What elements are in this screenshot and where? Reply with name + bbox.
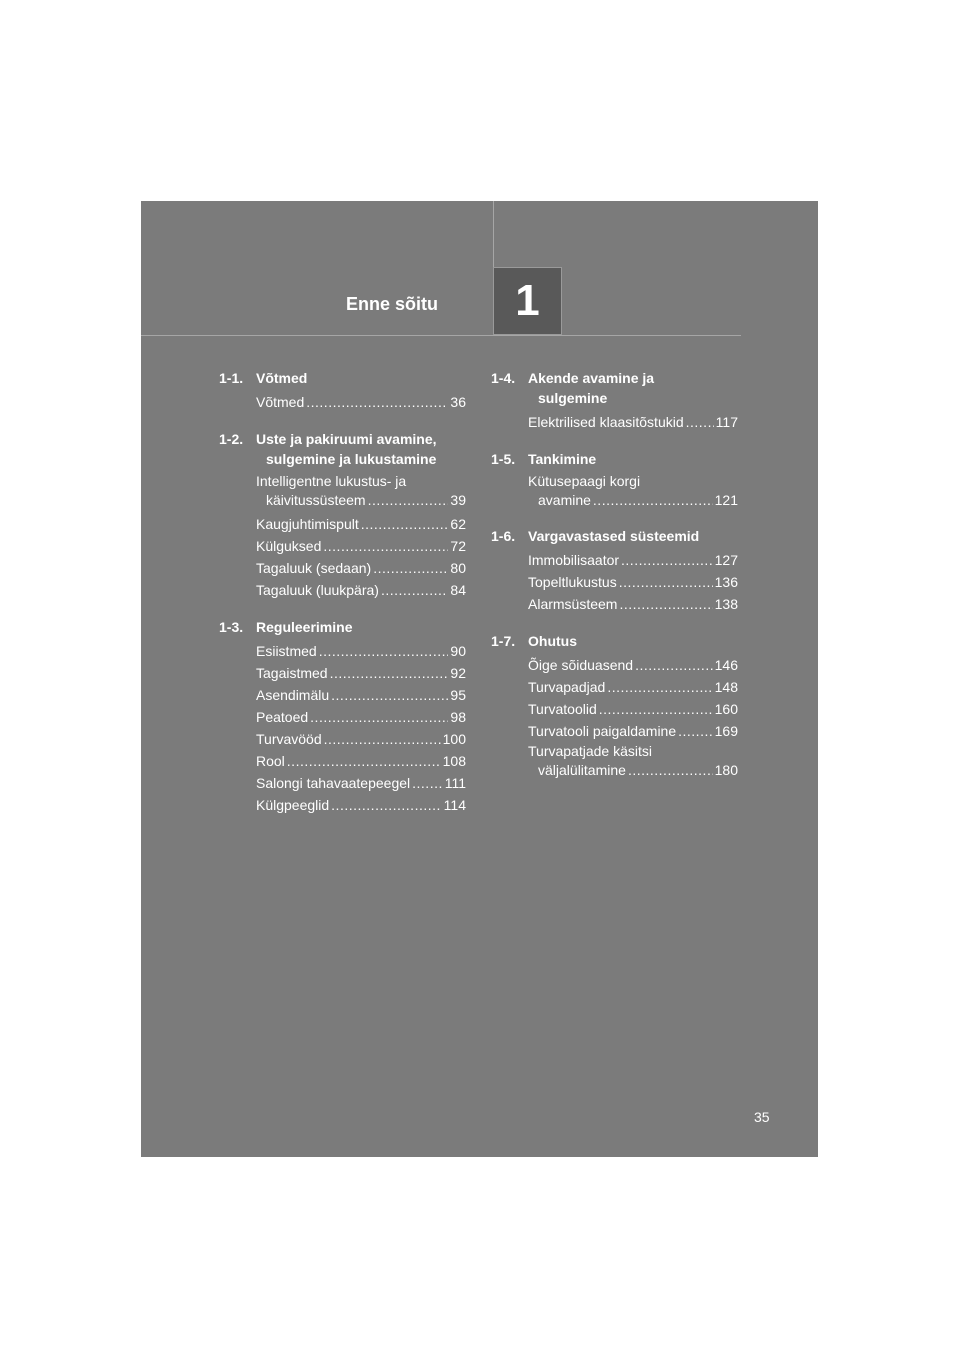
entry-page: 62 [450,516,466,532]
entry-row [528,571,738,593]
toc-section [219,617,466,816]
leader-dots [324,728,441,750]
toc-section [219,368,466,413]
toc-entry[interactable] [528,411,738,433]
entry-row [528,491,738,510]
toc-entry[interactable] [528,571,738,593]
entry-row [256,750,466,772]
toc-entry[interactable] [528,742,738,780]
entry-label: Turvapadjad [528,679,606,695]
entry-label: Turvavööd [256,731,322,747]
leader-dots [619,571,713,593]
leader-dots [381,579,448,601]
leader-dots [330,662,449,684]
toc-entry[interactable] [256,535,466,557]
section-title [528,368,738,408]
entry-row [256,728,466,750]
entry-label: Alarmsüsteem [528,596,618,612]
section-entries [491,549,738,615]
toc-entry[interactable] [256,472,466,510]
leader-dots [607,676,712,698]
section-heading[interactable] [491,631,738,651]
chapter-number: 1 [515,276,540,325]
entry-page: 148 [714,679,738,695]
section-number: 1-2. [219,431,244,447]
toc-entry[interactable] [256,640,466,662]
entry-label: Esiistmed [256,643,317,659]
entry-row [256,640,466,662]
toc-entry[interactable] [528,593,738,615]
toc-entry[interactable] [256,772,466,794]
section-entries [219,472,466,601]
section-title [528,631,738,651]
entry-page: 84 [450,582,466,598]
entry-page: 100 [442,731,466,747]
toc-left-column [219,368,466,832]
section-entries [491,472,738,510]
entry-row [256,513,466,535]
entry-row [528,654,738,676]
manual-page [141,201,818,1157]
header-rule [141,335,741,336]
leader-dots [319,640,449,662]
section-title-line: Uste ja pakiruumi avamine, [256,431,437,447]
entry-row [528,593,738,615]
entry-row [256,684,466,706]
leader-dots [287,750,441,772]
section-title [256,368,466,388]
leader-dots [331,794,442,816]
entry-label: Tagaluuk (sedaan) [256,560,372,576]
chapter-number-box [493,267,562,335]
entry-label: Õige sõiduasend [528,657,634,673]
section-title-line: sulgemine [538,390,608,406]
toc-entry[interactable] [256,794,466,816]
entry-page: 180 [714,762,738,778]
section-title-line: Võtmed [256,370,308,386]
entry-label: Immobilisaator [528,552,620,568]
section-title-line: Reguleerimine [256,619,353,635]
entry-row [528,549,738,571]
entry-page: 90 [450,643,466,659]
entry-row [256,579,466,601]
leader-dots [686,411,714,433]
section-entries [491,654,738,780]
entry-label: Topeltlukustus [528,574,617,590]
section-title-line: Vargavastased süsteemid [528,528,700,544]
entry-page: 138 [714,596,738,612]
leader-dots [628,761,713,780]
page-number: 35 [754,1109,770,1125]
leader-dots [306,391,448,413]
section-heading[interactable] [219,368,466,388]
toc-entry[interactable] [256,391,466,413]
entry-row [256,535,466,557]
toc-section [491,368,738,433]
entry-row [256,772,466,794]
entry-label: Tagaluuk (luukpära) [256,582,379,598]
section-heading[interactable] [491,368,738,408]
entry-label: Peatoed [256,709,309,725]
entry-row [256,662,466,684]
entry-page: 108 [442,753,466,769]
toc-entry[interactable] [528,472,738,510]
entry-row [256,706,466,728]
toc-entry[interactable] [256,750,466,772]
entry-row [528,720,738,742]
toc-right-column [491,368,738,796]
section-title-line: sulgemine ja lukustamine [266,451,437,467]
entry-row [256,794,466,816]
entry-label: Elektrilised klaasitõstukid [528,414,684,430]
entry-label: käivitussüsteem [266,492,366,508]
entry-label: Rool [256,753,285,769]
entry-label: Asendimälu [256,687,330,703]
section-title-line: Akende avamine ja [528,370,655,386]
toc-entry[interactable] [256,557,466,579]
entry-page: 114 [443,797,466,813]
entry-row [256,391,466,413]
leader-dots [678,720,713,742]
section-number: 1-3. [219,619,244,635]
section-number: 1-6. [491,528,516,544]
entry-page: 117 [715,414,738,430]
toc-entry[interactable] [528,720,738,742]
toc-entry[interactable] [528,549,738,571]
entry-row [256,491,466,510]
toc-entry[interactable] [256,579,466,601]
toc-entry[interactable] [256,706,466,728]
entry-label: Salongi tahavaatepeegel [256,775,411,791]
section-title [256,429,466,469]
entry-page: 169 [714,723,738,739]
leader-dots [310,706,448,728]
entry-label: Kütusepaagi korgi [528,473,641,489]
entry-page: 111 [444,775,466,791]
entry-row [528,411,738,433]
toc-entry[interactable] [256,684,466,706]
entry-page: 127 [714,552,738,568]
entry-row [528,698,738,720]
section-number: 1-5. [491,451,516,467]
section-number: 1-7. [491,633,516,649]
leader-dots [331,684,448,706]
section-heading[interactable] [219,617,466,637]
toc-entry[interactable] [256,728,466,750]
leader-dots [323,535,448,557]
entry-page: 160 [714,701,738,717]
entry-page: 146 [714,657,738,673]
entry-label: Võtmed [256,394,305,410]
toc-section [491,449,738,510]
section-title-line: Ohutus [528,633,577,649]
section-heading[interactable] [491,449,738,469]
entry-label: Kaugjuhtimispult [256,516,359,532]
entry-label: väljalülitamine [538,762,626,778]
toc-section [219,429,466,601]
entry-page: 121 [714,492,738,508]
entry-row [528,761,738,780]
entry-page: 72 [450,538,466,554]
leader-dots [593,491,713,510]
toc-entry[interactable] [528,676,738,698]
entry-row [528,676,738,698]
entry-label: Tagaistmed [256,665,328,681]
leader-dots [619,593,712,615]
chapter-title: Enne sõitu [345,294,438,314]
entry-label: Külguksed [256,538,322,554]
section-number: 1-4. [491,370,516,386]
leader-dots [635,654,713,676]
section-title-line: Tankimine [528,451,597,467]
leader-dots [361,513,449,535]
toc-entry[interactable] [528,698,738,720]
toc-entry[interactable] [528,654,738,676]
leader-dots [368,491,449,510]
section-title [528,526,738,546]
toc-entry[interactable] [256,662,466,684]
entry-label: Külgpeeglid [256,797,330,813]
entry-label: Intelligentne lukustus- ja [256,473,407,489]
entry-page: 39 [450,492,466,508]
toc-entry[interactable] [256,513,466,535]
entry-label: Turvapatjade käsitsi [528,743,652,759]
section-heading[interactable] [219,429,466,469]
leader-dots [599,698,713,720]
entry-page: 98 [450,709,466,725]
entry-row [256,557,466,579]
leader-dots [621,549,713,571]
leader-dots [373,557,448,579]
entry-label: avamine [538,492,591,508]
section-entries [219,640,466,816]
entry-label: Turvatooli paigaldamine [528,723,677,739]
entry-page: 95 [450,687,466,703]
section-title [256,617,466,637]
section-entries [219,391,466,413]
section-number: 1-1. [219,370,244,386]
section-title [528,449,738,469]
entry-label: Turvatoolid [528,701,597,717]
toc-section [491,526,738,615]
leader-dots [412,772,443,794]
entry-page: 136 [714,574,738,590]
section-heading[interactable] [491,526,738,546]
entry-page: 92 [450,665,466,681]
toc-section [491,631,738,780]
entry-page: 36 [450,394,466,410]
section-entries [491,411,738,433]
entry-page: 80 [450,560,466,576]
